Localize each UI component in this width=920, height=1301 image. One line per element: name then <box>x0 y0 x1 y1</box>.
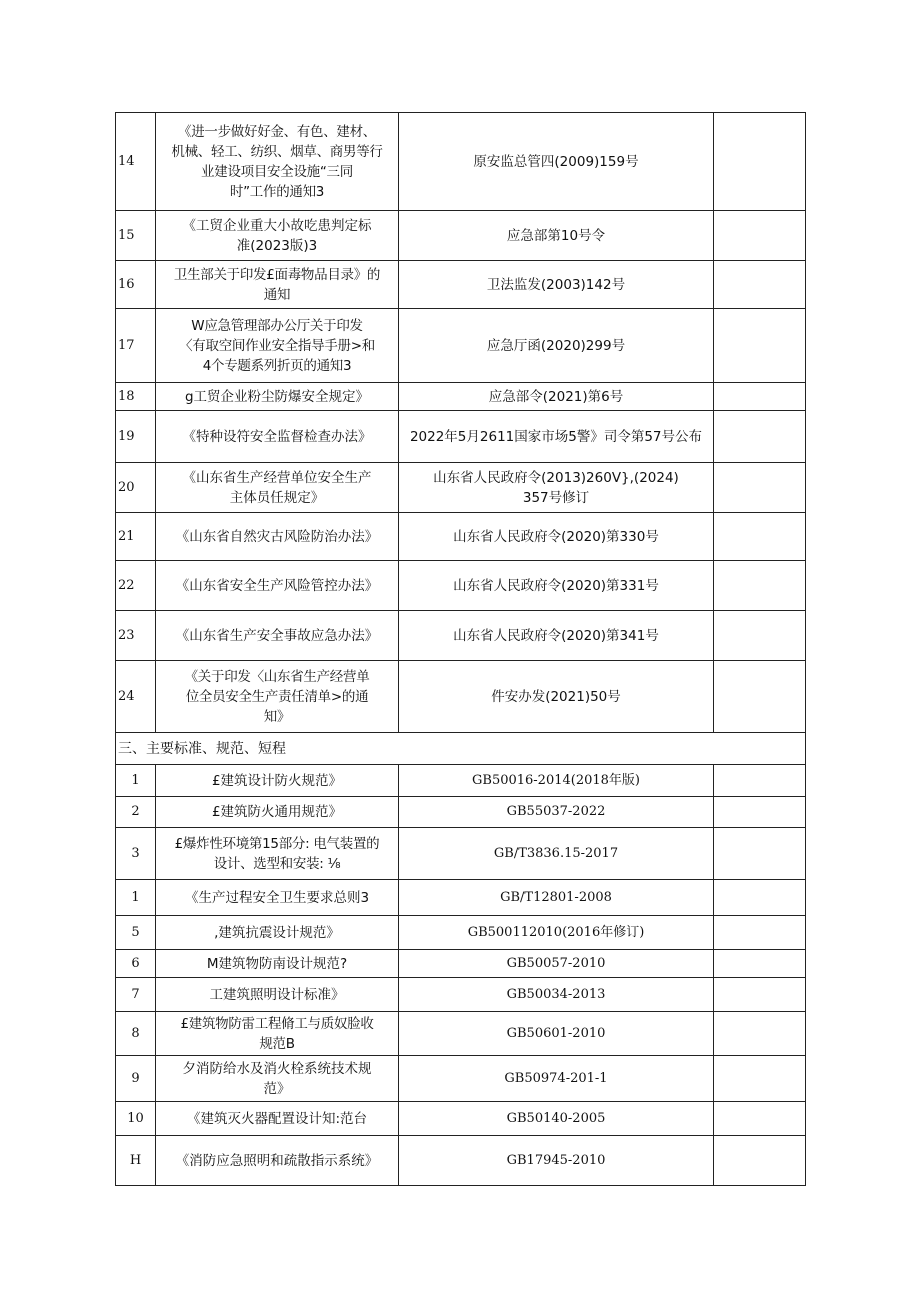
document-name: £建筑防火通用规范》 <box>156 797 399 828</box>
table-row <box>116 1136 806 1186</box>
note-cell <box>714 463 806 513</box>
table-row <box>116 463 806 513</box>
row-number: 1 <box>116 765 156 797</box>
row-number: 1 <box>116 880 156 916</box>
row-number: 23 <box>116 611 156 661</box>
document-name: 工建筑照明设计标准》 <box>156 978 399 1012</box>
note-cell <box>714 1102 806 1136</box>
note-cell <box>714 661 806 733</box>
row-number: 7 <box>116 978 156 1012</box>
table-row <box>116 1012 806 1056</box>
row-number: 21 <box>116 513 156 561</box>
row-number: 5 <box>116 916 156 950</box>
document-name: £建筑物防雷工程脩工与质奴脸收 规范B <box>156 1012 399 1056</box>
document-name: 卫生部关于印发£面毒物品目录》的 通知 <box>156 261 399 309</box>
note-cell <box>714 411 806 463</box>
table-row <box>116 611 806 661</box>
document-code: GB50016-2014(2018年版) <box>399 765 714 797</box>
document-name: 《山东省安全生产风险管控办法》 <box>156 561 399 611</box>
note-cell <box>714 383 806 411</box>
note-cell <box>714 211 806 261</box>
table-row <box>116 765 806 797</box>
document-name: 《关于印发〈山东省生产经营单 位全员安全生产责任清单>的通 知》 <box>156 661 399 733</box>
document-name: £爆炸性环境第15部分: 电气装置的 设计、选型和安装: ⅛ <box>156 828 399 880</box>
note-cell <box>714 309 806 383</box>
table-row <box>116 113 806 211</box>
document-name: 夕消防给水及消火栓系统技术规 范》 <box>156 1056 399 1102</box>
document-code: GB50034-2013 <box>399 978 714 1012</box>
standards-body <box>116 765 806 1186</box>
document-code: GB50057-2010 <box>399 950 714 978</box>
document-code: GB/T12801-2008 <box>399 880 714 916</box>
row-number: H <box>116 1136 156 1186</box>
note-cell <box>714 880 806 916</box>
row-number: 8 <box>116 1012 156 1056</box>
document-name: 《进一步做好好金、有色、建材、 机械、轻工、纺织、烟草、商男等行 业建设项目安全设施“三同 时”工作的通知3 <box>156 113 399 211</box>
document-name: 《山东省生产安全事故应急办法》 <box>156 611 399 661</box>
regulations-body <box>116 113 806 733</box>
document-code: 卫法监发(2003)142号 <box>399 261 714 309</box>
note-cell <box>714 765 806 797</box>
row-number: 14 <box>116 113 156 211</box>
note-cell <box>714 828 806 880</box>
row-number: 24 <box>116 661 156 733</box>
note-cell <box>714 978 806 1012</box>
document-code: GB50140-2005 <box>399 1102 714 1136</box>
document-code: 山东省人民政府令(2013)260V},(2024) 357号修订 <box>399 463 714 513</box>
table-row <box>116 916 806 950</box>
section-heading-body <box>116 733 806 765</box>
regulations-table <box>115 112 806 1186</box>
document-code: 应急部第10号令 <box>399 211 714 261</box>
document-code: GB50974-201-1 <box>399 1056 714 1102</box>
row-number: 17 <box>116 309 156 383</box>
document-name: £建筑设计防火规范》 <box>156 765 399 797</box>
document-name: ,建筑抗震设计规范》 <box>156 916 399 950</box>
document-name: 《生产过程安全卫生要求总则3 <box>156 880 399 916</box>
section-title: 三、主要标准、规范、短程 <box>116 733 806 765</box>
document-name: 《特种设符安全监督检查办法》 <box>156 411 399 463</box>
document-name: 《消防应急照明和疏散指示系统》 <box>156 1136 399 1186</box>
document-code: 山东省人民政府令(2020)第341号 <box>399 611 714 661</box>
document-name: 《建筑灭火器配置设计知:范台 <box>156 1102 399 1136</box>
table-row <box>116 797 806 828</box>
note-cell <box>714 1012 806 1056</box>
row-number: 2 <box>116 797 156 828</box>
document-code: GB/T3836.15-2017 <box>399 828 714 880</box>
note-cell <box>714 1056 806 1102</box>
row-number: 3 <box>116 828 156 880</box>
document-code: 2022年5月2611国家市场5警》司令第57号公布 <box>399 411 714 463</box>
document-code: 山东省人民政府令(2020)第331号 <box>399 561 714 611</box>
row-number: 10 <box>116 1102 156 1136</box>
table-row <box>116 561 806 611</box>
document-code: GB500112010(2016年修订) <box>399 916 714 950</box>
document-name: M建筑物防南设计规范? <box>156 950 399 978</box>
document-name: 《工贸企业重大小故吃患判定标 准(2023版)3 <box>156 211 399 261</box>
table-row <box>116 880 806 916</box>
table-row <box>116 411 806 463</box>
document-code: GB17945-2010 <box>399 1136 714 1186</box>
note-cell <box>714 113 806 211</box>
table-row <box>116 661 806 733</box>
section-row <box>116 733 806 765</box>
document-code: GB50601-2010 <box>399 1012 714 1056</box>
document-code: 原安监总管四(2009)159号 <box>399 113 714 211</box>
note-cell <box>714 513 806 561</box>
note-cell <box>714 611 806 661</box>
table-row <box>116 1102 806 1136</box>
document-name: g工贸企业粉尘防爆安全规定》 <box>156 383 399 411</box>
row-number: 16 <box>116 261 156 309</box>
document-code: 山东省人民政府令(2020)第330号 <box>399 513 714 561</box>
table-row <box>116 828 806 880</box>
document-name: 《山东省自然灾古风险防治办法》 <box>156 513 399 561</box>
table-row <box>116 211 806 261</box>
note-cell <box>714 1136 806 1186</box>
note-cell <box>714 561 806 611</box>
document-code: 件安办发(2021)50号 <box>399 661 714 733</box>
row-number: 19 <box>116 411 156 463</box>
note-cell <box>714 261 806 309</box>
table-row <box>116 513 806 561</box>
note-cell <box>714 797 806 828</box>
row-number: 20 <box>116 463 156 513</box>
document-name: 《山东省生产经营单位安全生产 主体员任规定》 <box>156 463 399 513</box>
table-row <box>116 1056 806 1102</box>
row-number: 15 <box>116 211 156 261</box>
row-number: 9 <box>116 1056 156 1102</box>
table-row <box>116 261 806 309</box>
document-name: W应急管理部办公厅关于印发 〈有取空间作业安全指导手册>和 4个专题系列折页的通知3 <box>156 309 399 383</box>
note-cell <box>714 916 806 950</box>
document-code: GB55037-2022 <box>399 797 714 828</box>
table-row <box>116 383 806 411</box>
document-code: 应急厅函(2020)299号 <box>399 309 714 383</box>
row-number: 22 <box>116 561 156 611</box>
row-number: 6 <box>116 950 156 978</box>
note-cell <box>714 950 806 978</box>
row-number: 18 <box>116 383 156 411</box>
table-row <box>116 309 806 383</box>
document-code: 应急部令(2021)第6号 <box>399 383 714 411</box>
table-row <box>116 950 806 978</box>
table-row <box>116 978 806 1012</box>
